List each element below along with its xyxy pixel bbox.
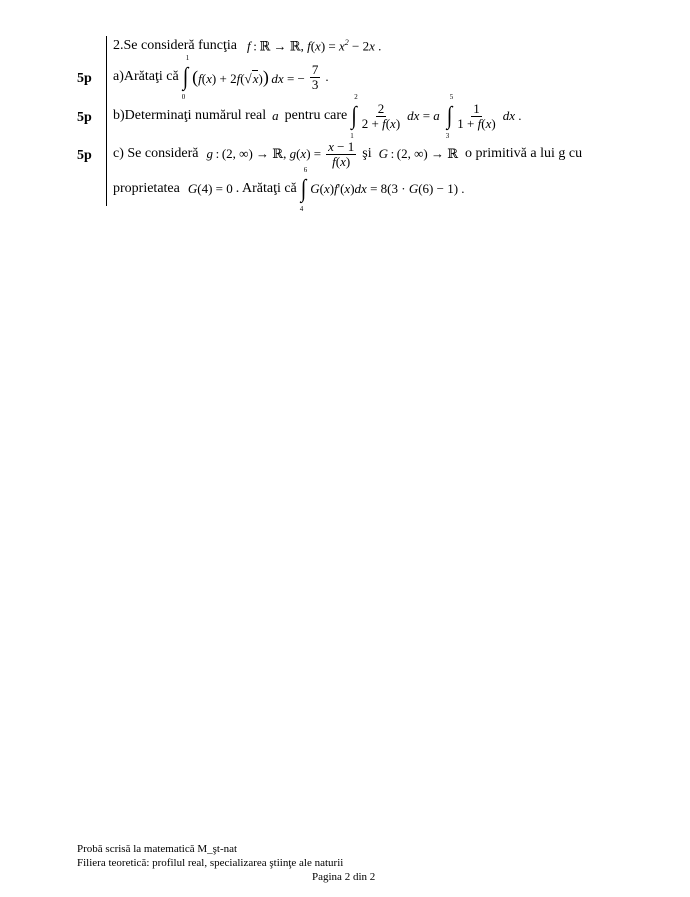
integral-b-left: ∫ 2 1: [350, 93, 358, 140]
g-definition: g : (2, ∞) → ℝ, g(x) =: [206, 146, 322, 161]
integral-a: ∫ 1 0: [181, 54, 190, 101]
function-definition: f : ℝ → ℝ, $f(x) = x^2 - 2x$ .: [247, 38, 382, 54]
part-c-expression: G(x)f'(x)dx = 8(3 · G(6) − 1) .: [310, 181, 465, 196]
integral-b-right: ∫ 5 3: [445, 93, 454, 140]
part-c-property: proprietatea: [113, 181, 180, 196]
integral-c: ∫ 6 4: [299, 166, 308, 213]
part-a-label: a)Arătaţi că: [113, 69, 179, 84]
points-b: 5p: [77, 110, 92, 125]
fraction-seven-thirds: $\frac{7}{3}$: [311, 61, 319, 92]
vertical-rule: [106, 36, 107, 206]
part-c-line2: [113, 166, 468, 213]
fraction-one-over: $\frac{1}{1 + f(x)}$: [457, 100, 496, 131]
header-text: 2.Se consideră funcţia: [113, 38, 238, 54]
part-a: a)Arătaţi că ∫ 1 0 (f(x) + 2f(√x)) dx = − $\frac{7}{3}$ .: [113, 54, 329, 101]
part-c-show: . Arătaţi că: [235, 181, 297, 196]
part-b-mid: pentru care: [284, 108, 348, 123]
part-b: b)Determinaţi numărul real a pentru care ∫ 2 1 $\frac{2}{2 + f(x)}$ dx = a ∫ 5 3 $\frac{1}{1 + f(x)}$ dx .: [113, 93, 522, 140]
footer-line1: Probă scrisă la matematică M_şt-nat: [77, 843, 238, 855]
points-c: 5p: [77, 148, 92, 163]
fraction-g: $\frac{x - 1}{f(x)}$: [328, 138, 355, 169]
G-condition: G(4) = 0: [187, 181, 233, 196]
part-c-label: c) Se consideră: [113, 146, 199, 161]
part-c-rest: o primitivă a lui g cu: [465, 146, 583, 161]
part-c-line1: [113, 137, 582, 171]
problem-header: [113, 38, 384, 54]
points-a: 5p: [77, 71, 92, 86]
G-definition: G : (2, ∞) → ℝ: [378, 146, 459, 161]
footer-line2: Filiera teoretică: profilul real, specializarea ştiinţe ale naturii: [77, 857, 344, 869]
footer-page: Pagina 2 din 2: [312, 871, 376, 883]
part-c-and: şi: [362, 146, 372, 161]
part-b-label: b)Determinaţi numărul real: [113, 108, 267, 123]
part-a-expression: (f(x) + 2f(√x)) dx = −: [192, 66, 305, 87]
part-b-variable: a: [272, 108, 279, 123]
fraction-two-over: $\frac{2}{2 + f(x)}$: [361, 100, 401, 131]
